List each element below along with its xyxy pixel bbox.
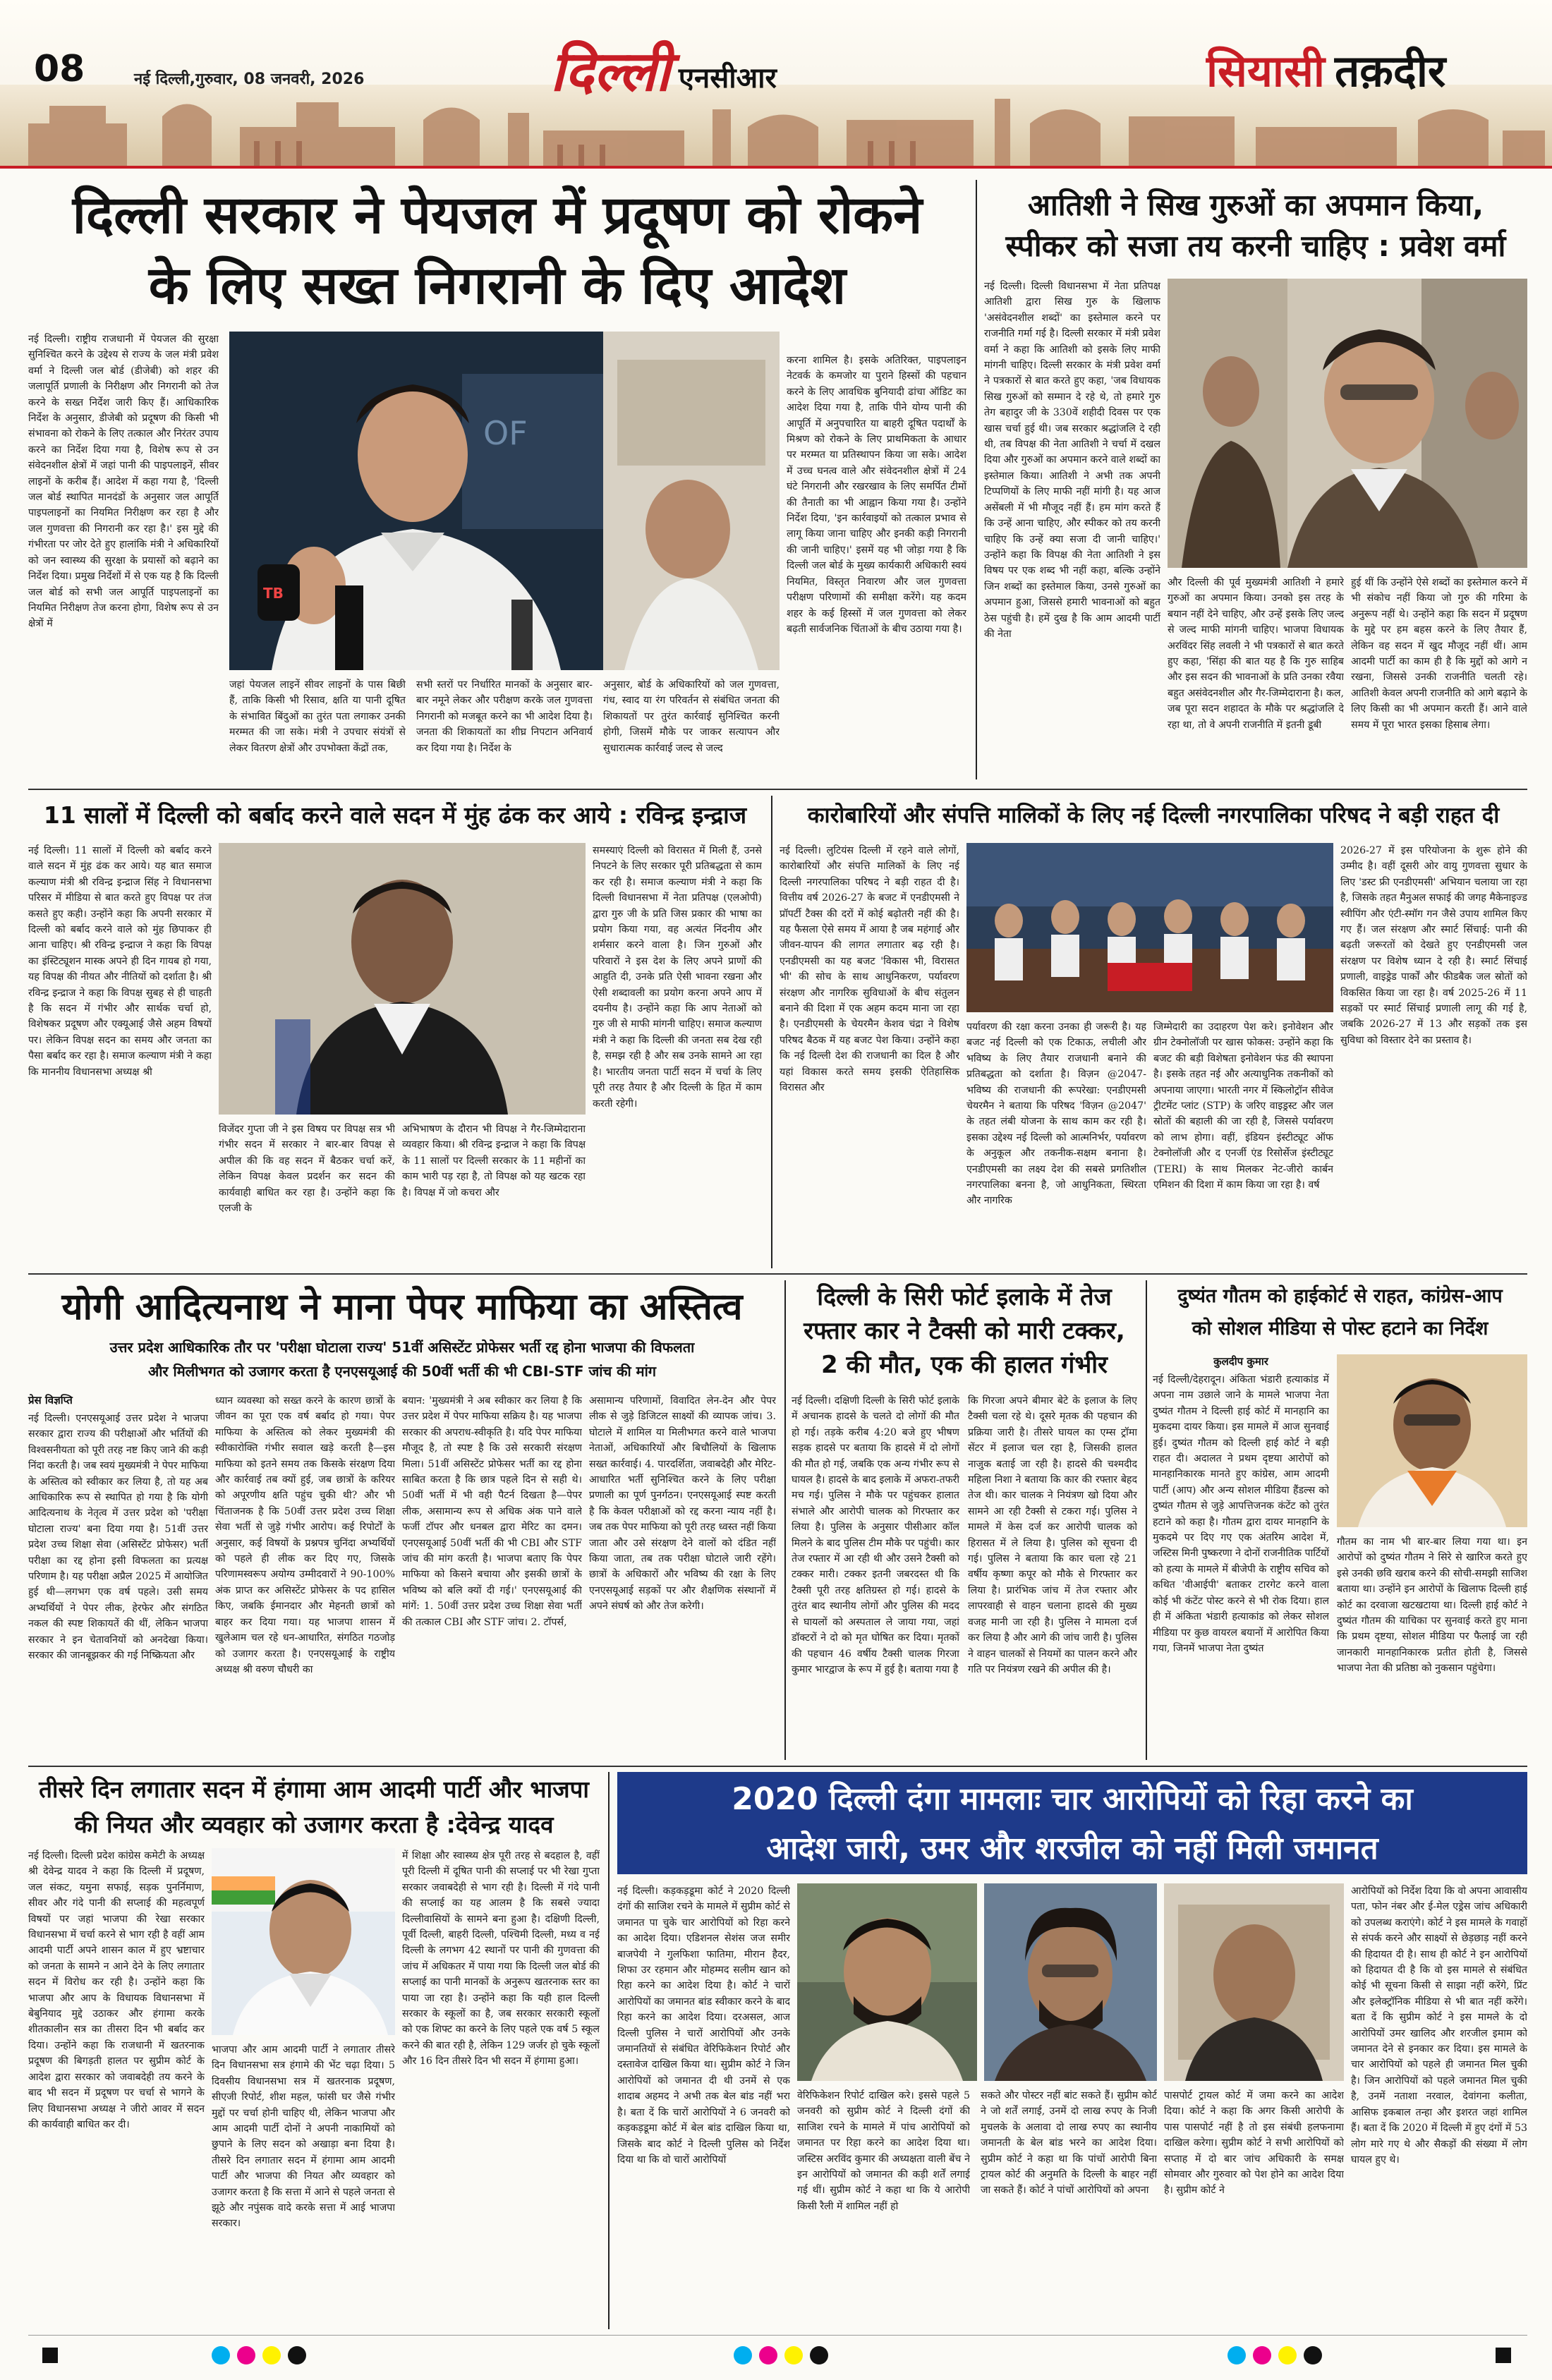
registration-dot-yellow bbox=[262, 2346, 281, 2364]
water-article-column-4: अनुसार, बोर्ड के अधिकारियों को जल गुणवत्ता, गंध, स्वाद या रंग परिवर्तन से संबंधित जनता की शिकायतों पर तुरंत कार्रवाई सुनिश्चित करनी होगी, जिसमें मौके पर जाकर सत्यापन और सुधारात्मक कार्रवाई जल्द से जल्द bbox=[603, 679, 780, 754]
yogi-article-column-3: बयान: 'मुख्यमंत्री ने अब स्वीकार कर लिया है कि उत्तर प्रदेश में पेपर माफिया सक्रिय है। यह भाजपा सरकार की अपराध-स्वीकृति है। यदि पेपर माफिया मौजूद है, तो स्पष्ट है कि उसे सरकारी संरक्षण मिला। 51वीं असिस्टेंट प्रोफेसर भर्ती का रद्द होना साबित करता है कि छात्र पहले दिन से सही थे। 50वीं भर्ती में भी वही पैटर्न दिखता है—पेपर लीक, असामान्य रूप से अधिक अंक पाने वाले फर्जी टॉपर और धनबल द्वारा मेरिट का दमन। एनएसयूआई 50वीं भर्ती की भी CBI और STF जांच की मांग करती है। भाजपा बताए कि पेपर माफिया को किसने बचाया और इसकी छात्रों के भविष्य को बलि क्यों दी गई।' एनएसयूआई की मांगें: 1. 50वीं उत्तर प्रदेश उच्च शिक्षा सेवा भर्ती की तत्काल CBI और STF जांच। 2. टॉपर्स, bbox=[402, 1395, 582, 1628]
masthead-divider bbox=[0, 166, 1552, 169]
atishi-article-column-1: नई दिल्ली। दिल्ली विधानसभा में नेता प्रतिपक्ष आतिशी द्वारा सिख गुरु के खिलाफ 'असंवेदनशील शब्दों' का इस्तेमाल करने पर राजनीति गर्मा गई है। दिल्ली सरकार में मंत्री प्रवेश वर्मा ने कहा कि आतिशी को इसके लिए माफी मांगनी चाहिए। दिल्ली सरकार के मंत्री प्रवेश वर्मा ने पत्रकारों से बात करते हुए कहा, 'जब विधायक सिख गुरुओं को सम्मान दे रहे थे, तो हमारे गुरु तेग बहादुर जी के 330वें शहीदी दिवस पर एक खास चर्चा हुई थी। जब सरकार श्रद्धांजलि दे रही थी, तब विपक्ष की नेता आतिशी ने चर्चा में दखल दिया और गुरुओं का अपमान करने वाले शब्दों का इस्तेमाल किया। आतिशी ने अभी तक अपनी टिप्पणियों के लिए माफी नहीं मांगी है। यह आज असेंबली में भी मौजूद नहीं हैं। हम मांग करते हैं कि उन्हें आना चाहिए, और स्पीकर को तय करनी चाहिए कि उन्हें क्या सजा दी जानी चाहिए।' उन्होंने कहा कि विपक्ष की नेता आतिशी ने इस विषय पर एक शब्द भी नहीं कहा, बल्कि उन्होंने जिन शब्दों का इस्तेमाल किया, उनसे गुरुओं का अपमान हुआ, जिससे हमारी भावनाओं को बहुत ठेस पहुंची है। हमें दुख है कि आम आदमी पार्टी की नेता bbox=[984, 281, 1160, 640]
yadav-article-column-2: भाजपा और आम आदमी पार्टी ने लगातार तीसरे दिन विधानसभा सत्र हंगामे की भेंट चढ़ा दिया। 5 दिवसीय विधानसभा सत्र में खतरनाक प्रदूषण, सीएजी रिपोर्ट, शीश महल, फांसी घर जैसे गंभीर मुद्दों पर चर्चा होनी चाहिए थी, लेकिन भाजपा और आम आदमी पार्टी दोनों ने अपनी नाकामियों को छुपाने के लिए सदन को अखाड़ा बना दिया है। तीसरे दिन लगातार सदन में हंगामा आम आदमी पार्टी और भाजपा की नियत और व्यवहार को उजागर करता है कि सत्ता में आने से पहले जनता से झूठे और नपुंसक वादे करके सत्ता में आई भाजपा सरकार। bbox=[212, 2044, 395, 2230]
inderaj-article-photo bbox=[219, 843, 586, 1115]
yogi-deck-line-1: उत्तर प्रदेश आधिकारिक तौर पर 'परीक्षा घोटाला राज्य' 51वीं असिस्टेंट प्रोफेसर भर्ती रद्द होना भाजपा की विफलता bbox=[109, 1339, 695, 1356]
sirifort-article-column-1: नई दिल्ली। दक्षिणी दिल्ली के सिरी फोर्ट इलाके में अचानक हादसे के चलते दो लोगों की मौत हो गई। तड़के करीब 4:20 बजे हुए भीषण सड़क हादसे पर बताया कि हादसे में दो लोगों की मौत हो गई, जबकि एक अन्य गंभीर रूप से घायल है। हादसे के बाद इलाके में अफरा-तफरी मच गई। पुलिस ने मौके पर पहुंचकर हालात संभाले और आरोपी चालक को गिरफ्तार कर लिया है। पुलिस के अनुसार पीसीआर कॉल मिलने के बाद पुलिस टीम मौके पर पहुंची। कार तेज रफ्तार में आ रही थी और उसने टैक्सी को टक्कर मारी। टक्कर इतनी जबरदस्त थी कि टैक्सी पूरी तरह क्षतिग्रस्त हो गई। हादसे के तुरंत बाद स्थानीय लोगों और पुलिस की मदद से घायलों को अस्पताल ले जाया गया, जहां डॉक्टरों ने दो को मृत घोषित कर दिया। मृतकों की पहचान 46 वर्षीय टैक्सी चालक गिरजा कुमार भारद्वाज के रूप में हुई है। बताया गया है bbox=[792, 1395, 959, 1675]
dushyant-byline: कुलदीप कुमार bbox=[1213, 1355, 1268, 1368]
registration-dot-black bbox=[288, 2346, 306, 2364]
inderaj-article-column-1: नई दिल्ली। 11 सालों में दिल्ली को बर्बाद करने वाले सदन में मुंह ढंक कर आये। यह बात समाज कल्याण मंत्री श्री रविन्द्र इन्द्राज सिंह ने विधानसभा परिसर में मीडिया से बात करते हुए विपक्ष पर तंज कसते हुए कही। उन्होंने कहा कि अपनी सरकार में दिल्ली को बर्बाद करने वाले को मुंह छिपाकर ही आना चाहिए। श्री रविन्द्र इन्द्राज ने कहा कि विपक्ष का इंस्टिट्यूशन मास्क अपने ही दिन गायब हो गया, यह विपक्ष की नीयत और नीतियों को दर्शाता है। श्री रविन्द्र इन्द्राज ने कहा कि विपक्ष सुबह से ही चाहती है कि सदन में गंभीर और सार्थक चर्चा हो, विशेषकर प्रदूषण और एक्यूआई जैसे अहम विषयों पर। लेकिन विपक्ष सदन का समय और जनता का पैसा बर्बाद कर रहा है। समाज कल्याण मंत्री ने कहा कि माननीय विधानसभा अध्यक्ष श्री bbox=[28, 845, 212, 1078]
riots-article-photo-sharjeel bbox=[984, 1883, 1157, 2081]
section-title-part-1: सियासी bbox=[1206, 45, 1325, 97]
section-title bbox=[1206, 47, 1445, 96]
water-article-column-5: करना शामिल है। इसके अतिरिक्त, पाइपलाइन नेटवर्क के कमजोर या पुराने हिस्सों की पहचान करने के लिए आवधिक बुनियादी ढांचा ऑडिट का आदेश दिया गया है, ताकि पीने योग्य पानी की आपूर्ति में अनुपचारित या बाहरी दूषित पदार्थों के मिश्रण को रोकने के लिए प्राथमिकता के आधार पर मरम्मत या प्रतिस्थापन किया जा सके। आदेश में उच्च घनत्व वाले और संवेदनशील क्षेत्रों में 24 घंटे निगरानी और रखरखाव के लिए समर्पित टीमों की तैनाती का भी आह्वान किया गया है। उन्होंने निर्देश दिया, 'इन कार्रवाइयों को तत्काल प्रभाव से लागू किया जाना चाहिए और इनकी कड़ी निगरानी की जानी चाहिए।' इसमें यह भी जोड़ा गया है कि दिल्ली जल बोर्ड के मुख्य कार्यकारी अधिकारी स्वयं नियमित, विस्तृत निवारण और जल गुणवत्ता परीक्षण परिणामों की समीक्षा करेंगे। यह कदम शहर के कई हिस्सों में जल गुणवत्ता को लेकर बढ़ती सार्वजनिक चिंताओं के बीच उठाया गया है। bbox=[787, 355, 966, 635]
yadav-headline-line-2: की नियत और व्यवहार को उजागर करता है :देवेन्द्र यादव bbox=[74, 1811, 554, 1838]
column-divider bbox=[771, 796, 772, 1268]
brand-sub: एनसीआर bbox=[678, 62, 777, 95]
yadav-headline-line-1: तीसरे दिन लगातार सदन में हंगामा आम आदमी पार्टी और भाजपा bbox=[39, 1775, 589, 1803]
water-headline-line-2: के लिए सख्त निगरानी के दिए आदेश bbox=[148, 255, 847, 316]
section-divider bbox=[28, 1273, 1527, 1275]
registration-marks bbox=[0, 2343, 1552, 2372]
atishi-article-column-2: और दिल्ली की पूर्व मुख्यमंत्री आतिशी ने हमारे गुरुओं का अपमान किया। उनको इस तरह के बयान नहीं देने चाहिए, और उन्हें इसके लिए जल्द से जल्द माफी मांगनी चाहिए। भाजपा विधायक अरविंदर सिंह लवली ने भी पत्रकारों से बात करते हुए कहा, 'सिंहा की बात यह है कि गुरु साहिब और इस सदन की भावनाओं के प्रति उनका रवैया बहुत असंवेदनशील और गैर-जिम्मेदाराना है। कल, जब पूरा सदन शहादत के मौके पर श्रद्धांजलि दे रहा था, तो वे अपनी राजनीति में इतनी डूबी bbox=[1168, 577, 1344, 731]
water-article-photo-2 bbox=[603, 332, 780, 670]
riots-article-column-2: वेरिफिकेशन रिपोर्ट दाखिल करे। इससे पहले 5 जनवरी को सुप्रीम कोर्ट ने दिल्ली दंगों की साजिश रचने के मामले में पांच आरोपियों को जमानत पर रिहा करने का आदेश दिया था। जस्टिस अरविंद कुमार की अध्यक्षता वाली बेंच ने इन आरोपियों को जमानत की कड़ी शर्तें लगाई गई थीं। सुप्रीम कोर्ट ने कहा था कि ये आरोपी किसी रैली में शामिल नहीं हो bbox=[797, 2090, 970, 2212]
dushyant-headline-line-1: दुष्यंत गौतम को हाईकोर्ट से राहत, कांग्रेस-आप bbox=[1177, 1285, 1503, 1307]
date-line: नई दिल्ली,गुरुवार, 08 जनवरी, 2026 bbox=[134, 71, 365, 88]
atishi-article-column-3: हुई थीं कि उन्होंने ऐसे शब्दों का इस्तेमाल करने में भी संकोच नहीं किया जो गुरु की गरिमा के अनुरूप नहीं थे। उन्होंने कहा कि सदन में प्रदूषण के मुद्दे पर हम बहस करने के लिए तैयार हैं, लेकिन वह सदन में खुद मौजूद नहीं थीं। आम आदमी पार्टी का काम ही है कि मुद्दों को आगे न रखना, जिससे उनकी राजनीति चलती रहे। आतिशी केवल अपनी राजनीति को आगे बढ़ाने के लिए किसी का भी अपमान करती हैं। आने वाले समय में पूरा भारत इसका हिसाब लेगा। bbox=[1351, 577, 1527, 731]
riots-headline-band bbox=[617, 1772, 1527, 1874]
riots-article-column-4: पासपोर्ट ट्रायल कोर्ट में जमा करने का आदेश दिया। कोर्ट ने कहा कि अगर किसी आरोपी के पास पासपोर्ट नहीं है तो इस संबंधी हलफनामा दाखिल करेगा। सुप्रीम कोर्ट ने सभी आरोपियों को सप्ताह में दो बार जांच अधिकारी के समक्ष सोमवार और गुरुवार को पेश होने का आदेश दिया है। सुप्रीम कोर्ट ने bbox=[1164, 2090, 1344, 2197]
registration-dot-magenta bbox=[237, 2346, 255, 2364]
inderaj-article-column-3: अभिभाषण के दौरान भी विपक्ष ने गैर-जिम्मेदाराना व्यवहार किया। श्री रविन्द्र इन्द्राज ने कहा कि विपक्ष के 11 सालों पर दिल्ली सरकार के 11 महीनों का काम भारी पड़ रहा है, तो विपक्ष को यह खटक रहा है। विपक्ष में जो कचरा और bbox=[402, 1124, 586, 1198]
sirifort-headline-line-3: 2 की मौत, एक की हालत गंभीर bbox=[821, 1351, 1108, 1379]
registration-dot-cyan bbox=[734, 2346, 752, 2364]
water-article-column-1: नई दिल्ली। राष्ट्रीय राजधानी में पेयजल की सुरक्षा सुनिश्चित करने के उद्देश्य से राज्य के जल मंत्री प्रवेश वर्मा ने दिल्ली जल बोर्ड (डीजेबी) को शहर की जलापूर्ति प्रणाली के निरीक्षण और निगरानी को तेज करने के सख्त निर्देश जारी किए हैं। आधिकारिक निर्देश के अनुसार, डीजेबी को प्रदूषण की किसी भी संभावना को रोकने के लिए तत्काल और निरंतर उपाय करने का निर्देश दिया गया है, विशेष रूप से उन संवेदनशील क्षेत्रों में जहां पानी की पाइपलाइनें, सीवर लाइनों के करीब हैं। आदेश में कहा गया है, 'दिल्ली जल बोर्ड स्थापित मानदंडों के अनुसार जल आपूर्ति पाइपलाइनों का नियमित निरीक्षण कर रहा है और जल गुणवत्ता की निगरानी कर रहा है।' इस मुद्दे की गंभीरता पर जोर देते हुए हालांकि मंत्री ने अधिकारियों को जन स्वास्थ्य की सुरक्षा के प्रयासों को बढ़ाने का निर्देश दिया। प्रमुख निर्देशों में से एक यह है कि दिल्ली जल बोर्ड को सभी जल आपूर्ति पाइपलाइनों का नियमित निरीक्षण तेज करना होगा, विशेष रूप से उन क्षेत्रों में bbox=[28, 334, 219, 630]
ndmc-article-headline: कारोबारियों और संपत्ति मालिकों के लिए नई दिल्ली नगरपालिका परिषद ने बड़ी राहत दी bbox=[807, 803, 1500, 828]
registration-dot-black bbox=[1304, 2346, 1322, 2364]
atishi-article-photo bbox=[1168, 279, 1527, 568]
registration-dot-yellow bbox=[784, 2346, 803, 2364]
brand-main: दिल्ली bbox=[550, 40, 670, 104]
dushyant-article-headline bbox=[1153, 1280, 1527, 1345]
sirifort-article-headline bbox=[792, 1280, 1137, 1382]
sirifort-article-column-2: कि गिरजा अपने बीमार बेटे के इलाज के लिए टैक्सी चला रहे थे। दूसरे मृतक की पहचान की प्रक्रिया जारी है। तीसरे घायल का एम्स ट्रॉमा सेंटर में इलाज चल रहा है, जिसकी हालत नाजुक बताई जा रही है। हादसे की चश्मदीद महिला निशा ने बताया कि कार की रफ्तार बेहद तेज थी। कार चालक ने नियंत्रण खो दिया और सामने आ रही टैक्सी से टकरा गई। पुलिस ने मामले में केस दर्ज कर आरोपी चालक को हिरासत में ले लिया है। पुलिस को सूचना दी गई। पुलिस ने बताया कि कार चला रहे 21 वर्षीय कृष्णा कपूर को मौके से गिरफ्तार कर लिया है। प्रारंभिक जांच में तेज रफ्तार और लापरवाही से वाहन चलाना हादसे की मुख्य वजह मानी जा रही है। पुलिस ने मामला दर्ज कर लिया है और आगे की जांच जारी है। पुलिस ने वाहन चालकों से नियमों का पालन करने और गति पर नियंत्रण रखने की अपील की है। bbox=[968, 1395, 1137, 1675]
yogi-byline: प्रेस विज्ञप्ति bbox=[28, 1394, 73, 1407]
water-article-headline bbox=[28, 180, 966, 321]
ndmc-article-column-1: नई दिल्ली। लुटियंस दिल्ली में रहने वाले लोगों, कारोबारियों और संपत्ति मालिकों के लिए नई दिल्ली नगरपालिका परिषद ने बड़ी राहत दी है। वित्तीय वर्ष 2026-27 के बजट में एनडीएमसी ने प्रॉपर्टी टैक्स की दरों में कोई बढ़ोतरी नहीं की है। यह फैसला ऐसे समय में आया है जब महंगाई और जीवन-यापन की लागत लगातार बढ़ रही है। एनडीएमसी का यह बजट 'विकास भी, विरासत भी' की सोच के साथ आधुनिकरण, पर्यावरण संरक्षण और नागरिक सुविधाओं के बीच संतुलन बनाने की दिशा में एक अहम कदम माना जा रहा है। एनडीएमसी के चेयरमैन केशव चंद्रा ने विशेष परिषद बैठक में यह बजट पेश किया। उन्होंने कहा कि नई दिल्ली देश की राजधानी का दिल है और यहां विकास करते समय इसकी ऐतिहासिक विरासत और bbox=[780, 845, 959, 1094]
yogi-article-column-2: ध्यान व्यवस्था को सख्त करने के कारण छात्रों के जीवन का पूरा एक वर्ष बर्बाद हो गया। पेपर माफिया के अस्तित्व को लेकर मुख्यमंत्री की स्वीकारोक्ति गंभीर सवाल खड़े करती है—इस माफिया को इतने समय तक किसके संरक्षण दिया और कार्रवाई तब क्यों हुई, जब छात्रों के करियर को अपूरणीय क्षति पहुंच चुकी थी? और भी चिंताजनक है कि 50वीं उत्तर प्रदेश उच्च शिक्षा सेवा भर्ती से जुड़े गंभीर आरोप। कई रिपोर्टों के अनुसार, कई विषयों के प्रश्नपत्र चुनिंदा अभ्यर्थियों को पहले ही लीक कर दिए गए, जिसके परिणामस्वरूप अयोग्य उम्मीदवारों ने 90-100% अंक प्राप्त कर असिस्टेंट प्रोफेसर के पद हासिल किए, जबकि ईमानदार और मेहनती छात्रों को बाहर कर दिया गया। यह भाजपा शासन में खुलेआम चल रहे धन-आधारित, संगठित गठजोड़ को उजागर करता है। एनएसयूआई के राष्ट्रीय अध्यक्ष श्री वरुण चौधरी का bbox=[215, 1395, 395, 1675]
inderaj-article-column-4: समस्याएं दिल्ली को विरासत में मिली हैं, उनसे निपटने के लिए सरकार पूरी प्रतिबद्धता से काम कर रही है। समाज कल्याण मंत्री ने कहा कि दिल्ली विधानसभा में नेता प्रतिपक्ष (एलओपी) द्वारा गुरु जी के प्रति जिस प्रकार की भाषा का प्रयोग किया गया, वह अत्यंत निंदनीय और शर्मसार करने वाला है। जिन गुरुओं और परिवारों ने इस देश के लिए अपने प्राणों की आहुति दी, उनके प्रति ऐसी भावना रखना और ऐसी शब्दावली का प्रयोग करना अपने आप में दयनीय है। उन्होंने कहा कि आप नेताओं को गुरु जी से माफी मांगनी चाहिए। समाज कल्याण मंत्री ने कहा कि दिल्ली की जनता सब देख रही है, समझ रही है और सब उनके सामने आ रहा है। भारतीय जनता पार्टी सदन में चर्चा के लिए पूरी तरह तैयार है और दिल्ली के हित में काम करती रहेगी। bbox=[593, 845, 762, 1110]
column-divider bbox=[1146, 1280, 1147, 1760]
inderaj-article-column-2: विजेंदर गुप्ता जी ने इस विषय पर विपक्ष सत्र भी गंभीर सदन में सरकार ने बार-बार विपक्ष से अपील की कि वह सदन में बैठकर चर्चा करें, लेकिन विपक्ष केवल प्रदर्शन कर सदन की कार्यवाही बाधित कर रहा है। उन्होंने कहा कि एलजी के bbox=[219, 1124, 395, 1215]
ndmc-article-column-3: जिम्मेदारी का उदाहरण पेश करे। इनोवेशन और ग्रीन टेक्नोलॉजी पर खास फोकस: उन्होंने कहा कि बजट की बड़ी विशेषता इनोवेशन फंड की स्थापना है। इसके तहत नई और अत्याधुनिक तकनीकों को अपनाया जाएगा। भारती नगर में स्किलोट्रॉन सीवेज ट्रीटमेंट प्लांट (STP) के जरिए वाइड्रस्ट और जल स्रोतों की बहाली की जा रही है, जिससे पर्यावरण को लाभ होगा। वहीं, इंडियन इंस्टीट्यूट ऑफ टेक्नोलॉजी और द एनर्जी एंड रिसोर्सेज इंस्टीट्यूट (TERI) के साथ मिलकर नेट-जीरो कार्बन एमिशन की दिशा में काम किया जा रहा है। वर्ष bbox=[1153, 1021, 1333, 1191]
water-article-column-3: सभी स्तरों पर निर्धारित मानकों के अनुसार बार-बार नमूने लेकर और परीक्षण करके जल गुणवत्ता निगरानी को मजबूत करने का भी आदेश दिया है। जनता की शिकायतों का शीघ्र निपटान अनिवार्य कर दिया गया है। निर्देश के bbox=[416, 679, 593, 754]
inderaj-article-headline: 11 सालों में दिल्ली को बर्बाद करने वाले सदन में मुंह ढंक कर आये : रविन्द्र इन्द्राज bbox=[43, 801, 747, 829]
footer-divider bbox=[28, 2335, 1527, 2336]
column-divider bbox=[784, 1280, 786, 1760]
riots-headline-line-2: आदेश जारी, उमर और शरजील को नहीं मिली जमानत bbox=[766, 1830, 1378, 1866]
yadav-article-column-3: में शिक्षा और स्वास्थ्य क्षेत्र पूरी तरह से बदहाल है, वहीं पूरी दिल्ली में दूषित पानी की सप्लाई पर भी रेखा गुप्ता सरकार जवाबदेही से भाग रही है। दिल्ली में गंदे पानी की सप्लाई का यह आलम है कि सबसे ज्यादा दिल्लीवासियों के सामने बना हुआ है। दक्षिणी दिल्ली, पूर्वी दिल्ली, बाहरी दिल्ली, पश्चिमी दिल्ली, मध्य व नई दिल्ली के लगभग 42 स्थानों पर पानी की गुणवत्ता की जांच में अधिकतर में पाया गया कि दिल्ली जल बोर्ड की सप्लाई का पानी मानकों के अनुरूप खतरनाक स्तर का पाया जा रहा है। उन्होंने कहा कि यही हाल दिल्ली सरकार के स्कूलों का है, जब सरकार सरकारी स्कूलों को एक शिफ्ट का करने के लिए पहले एक वर्ष 5 स्कूल करने की बात रही है, लेकिन 129 जर्जर हो चुके स्कूलों और 16 दिन तीसरे दिन भी सदन में हंगामा हुआ। bbox=[402, 1850, 600, 2068]
yogi-article-column-1: नई दिल्ली। एनएसयूआई उत्तर प्रदेश ने भाजपा सरकार द्वारा राज्य की परीक्षाओं और भर्तियों की विश्वसनीयता को पूरी तरह नष्ट किए जाने की कड़ी निंदा करती है। जब स्वयं मुख्यमंत्री ने पेपर माफिया के अस्तित्व को स्वीकार कर लिया है, तो यह अब आधिकारिक रूप से स्थापित हो गया है कि योगी आदित्यनाथ के नेतृत्व में उत्तर प्रदेश को 'परीक्षा घोटाला राज्य' बना दिया गया है। 51वीं उत्तर प्रदेश उच्च शिक्षा सेवा (असिस्टेंट प्रोफेसर) भर्ती परीक्षा का रद्द होना इसी विफलता का प्रत्यक्ष परिणाम है। यह परीक्षा अप्रैल 2025 में आयोजित हुई थी—लगभग एक वर्ष पहले। उसी समय अभ्यर्थियों ने पेपर लीक, हेरफेर और संगठित नकल की स्पष्ट शिकायतें की थीं, लेकिन भाजपा सरकार ने इन चेतावनियों को अनदेखा किया। सरकार की जानबूझकर की गई निष्क्रियता और bbox=[28, 1413, 208, 1662]
dushyant-article-column-1: नई दिल्ली/देहरादून। अंकिता भंडारी हत्याकांड में अपना नाम उछाले जाने के मामले भाजपा नेता दुष्यंत गौतम ने दिल्ली हाई कोर्ट में मानहानि का मुकदमा दायर किया। इस मामले में आज सुनवाई हुई। दुष्यंत गौतम को दिल्ली हाई कोर्ट ने बड़ी राहत दी। अदालत ने प्रथम दृष्टया आरोपों को मानहानिकारक मानते हुए कांग्रेस, आम आदमी पार्टी (आप) और अन्य सोशल मीडिया हैंडल्स को दुष्यंत गौतम से जुड़े आपत्तिजनक कंटेंट को तुरंत हटाने को कहा है। गौतम द्वारा दायर मानहानि के मुकदमे पर दिए गए एक अंतरिम आदेश में, जस्टिस मिनी पुष्करणा ने दोनों राजनीतिक पार्टियों को हत्या के मामले में बीजेपी के राष्ट्रीय सचिव को कथित 'वीआईपी' बताकर टारगेट करने वाला कोई भी कंटेंट पोस्ट करने से भी रोक दिया। हाल ही में अंकिता भंडारी हत्याकांड को लेकर सोशल मीडिया पर कुछ वायरल बयानों में आरोपित किया गया, जिनमें भाजपा नेता दुष्यंत bbox=[1153, 1374, 1329, 1654]
atishi-headline-line-1: आतिशी ने सिख गुरुओं का अपमान किया, bbox=[1027, 188, 1484, 222]
water-article-photo bbox=[229, 332, 603, 670]
registration-dot-black bbox=[810, 2346, 828, 2364]
atishi-article-headline bbox=[984, 185, 1527, 267]
water-article-column-2: जहां पेयजल लाइनें सीवर लाइनों के पास बिछी हैं, ताकि किसी भी रिसाव, क्षति या पानी दूषित के संभावित बिंदुओं का तुरंत पता लगाकर उनकी मरम्मत की जा सके। मंत्री ने उपचार संयंत्रों से लेकर वितरण क्षेत्रों और उपभोक्ता केंद्रों तक, bbox=[229, 679, 406, 754]
sirifort-headline-line-1: दिल्ली के सिरी फोर्ट इलाके में तेज bbox=[817, 1283, 1112, 1311]
svg-text:TB: TB bbox=[263, 585, 284, 602]
riots-article-column-5: आरोपियों को निर्देश दिया कि वो अपना आवासीय पता, फोन नंबर और ई-मेल एड्रेस जांच अधिकारी को उपलब्ध कराएंगे। कोर्ट ने इस मामले के गवाहों से संपर्क करने और साक्ष्यों से छेड़छाड़ नहीं करने की हिदायत दी है। साथ ही कोर्ट ने इन आरोपियों को हिदायत दी है कि वो इस मामले से संबंधित कोई भी सूचना किसी से साझा नहीं करेंगे, प्रिंट और इलेक्ट्रॉनिक मीडिया से भी बात नहीं करेंगे। बता दें कि सुप्रीम कोर्ट ने इस मामले के दो आरोपियों उमर खालिद और शरजील इमाम को जमानत देने से इनकार कर दिया। इस मामले के चार आरोपियों को पहले ही जमानत मिल चुकी है। जिन आरोपियों को पहले जमानत मिल चुकी है, उनमें नताशा नरवाल, देवांगना कलीता, आसिफ इकबाल तन्हा और इशरत जहां शामिल हैं। बता दें कि 2020 में दिल्ली में हुए दंगों में 53 लोग मारे गए थे और सैकड़ों की संख्या में लोग घायल हुए थे। bbox=[1351, 1886, 1527, 2166]
column-divider bbox=[608, 1772, 610, 2329]
sirifort-headline-line-2: रफ्तार कार ने टैक्सी को मारी टक्कर, bbox=[804, 1317, 1125, 1345]
dushyant-article-column-2: गौतम का नाम भी बार-बार लिया गया था। इन आरोपों को दुष्यंत गौतम ने सिरे से खारिज करते हुए इसे उनकी छवि खराब करने की सोची-समझी साजिश बताया था। उन्होंने इन आरोपों के खिलाफ दिल्ली हाई कोर्ट का दरवाजा खटखटाया था। दिल्ली हाई कोर्ट ने दुष्यंत गौतम की याचिका पर सुनवाई करते हुए माना कि प्रथम दृष्टया, सोशल मीडिया पर फैलाई जा रही जानकारी मानहानिकारक प्रतीत होती है, जिससे भाजपा नेता की प्रतिष्ठा को नुकसान पहुंचेगा। bbox=[1337, 1536, 1527, 1675]
masthead bbox=[0, 0, 1552, 166]
yogi-article-column-4: असामान्य परिणामों, विवादित लेन-देन और पेपर लीक से जुड़े डिजिटल साक्ष्यों की व्यापक जांच। 3. घोटाले में शामिल या मिलीभगत करने वाले भाजपा नेताओं, अधिकारियों और बिचौलियों के खिलाफ सख्त कार्रवाई। 4. पारदर्शिता, जवाबदेही और मेरिट-आधारित भर्ती सुनिश्चित करने के लिए परीक्षा प्रणाली का पूर्ण पुनर्गठन। एनएसयूआई स्पष्ट करती है कि केवल परीक्षाओं को रद्द करना न्याय नहीं है। जब तक पेपर माफिया को पूरी तरह ध्वस्त नहीं किया जाता और उसे संरक्षण देने वालों को दंडित नहीं किया जाता, तब तक परीक्षा घोटाले जारी रहेंगे। छात्रों के अधिकारों और भविष्य की रक्षा के लिए एनएसयूआई सड़कों पर और शैक्षणिक संस्थानों में अपने संघर्ष को और तेज करेगी। bbox=[589, 1395, 776, 1613]
registration-square-black bbox=[1496, 2348, 1511, 2363]
riots-article-column-1: नई दिल्ली। कड़कड़डूमा कोर्ट ने 2020 दिल्ली दंगों की साजिश रचने के मामले में सुप्रीम कोर्ट से जमानत पा चुके चार आरोपियों को रिहा करने का आदेश दिया। एडिशनल सेशंस जज समीर बाजपेयी ने गुलफिशा फातिमा, मीरान हैदर, शिफा उर रहमान और मोहम्मद सलीम खान को रिहा करने का आदेश दिया है। कोर्ट ने चारों आरोपियों का जमानत बांड स्वीकार करने के बाद रिहा करने का आदेश दिया। दरअसल, आज दिल्ली पुलिस ने चारों आरोपियों और उनके जमानतियों से संबंधित वेरिफिकेशन रिपोर्ट और दस्तावेज दाखिल किया था। सुप्रीम कोर्ट ने जिन आरोपियों को जमानत दी थी उनमें से एक शादाब अहमद ने अभी तक बेल बांड नहीं भरा है। बता दें कि चारों आरोपियों ने 6 जनवरी को कड़कड़डूमा कोर्ट में बेल बांड दाखिल किया था, जिसके बाद कोर्ट ने दिल्ली पुलिस को निर्देश दिया था कि वो चारों आरोपियों bbox=[617, 1886, 790, 2166]
ndmc-article-column-2: पर्यावरण की रक्षा करना उनका ही जरूरी है। यह बजट नई दिल्ली को एक टिकाऊ, लचीली और भविष्य के लिए तैयार राजधानी बनाने की प्रतिबद्धता को दर्शाता है। विज़न @2047- भविष्य की राजधानी की रूपरेखा: एनडीएमसी चेयरमैन ने बताया कि परिषद 'विज़न @2047' के तहत लंबी योजना के साथ काम कर रही है। इसका उद्देश्य नई दिल्ली को आत्मनिर्भर, पर्यावरण के अनुकूल और तकनीक-सक्षम बनाना है। एनडीएमसी का लक्ष्य देश की सबसे प्रगतिशील नगरपालिका बनना है, जो आधुनिकता, स्थिरता और नागरिक bbox=[966, 1021, 1146, 1207]
dushyant-article-photo bbox=[1337, 1354, 1527, 1527]
column-divider bbox=[976, 180, 977, 779]
riots-article-photo-umar bbox=[797, 1883, 977, 2081]
section-divider bbox=[28, 789, 1527, 790]
riots-headline-line-1: 2020 दिल्ली दंगा मामलाः चार आरोपियों को रिहा करने का bbox=[732, 1781, 1413, 1817]
water-headline-line-1: दिल्ली सरकार ने पेयजल में प्रदूषण को रोकने bbox=[72, 185, 923, 245]
section-divider bbox=[28, 1766, 1527, 1767]
yogi-deck-line-2: और मिलीभगत को उजागर करता है एनएसयूआई की 50वीं भर्ती की भी CBI-STF जांच की मांग bbox=[147, 1363, 657, 1380]
atishi-headline-line-2: स्पीकर को सजा तय करनी चाहिए : प्रवेश वर्मा bbox=[1005, 229, 1506, 263]
ndmc-article-photo bbox=[966, 843, 1333, 1012]
riots-article-photo-3 bbox=[1164, 1883, 1344, 2081]
registration-dot-yellow bbox=[1278, 2346, 1297, 2364]
ndmc-article-column-4: 2026-27 में इस परियोजना के शुरू होने की उम्मीद है। वहीं दूसरी ओर वायु गुणवत्ता सुधार के लिए 'डस्ट फ्री एनडीएमसी' अभियान चलाया जा रहा है, जिसके तहत मैनुअल सफाई की जगह मैकेनाइज्ड स्वीपिंग और एंटी-स्मॉग गन जैसे उपाय शामिल किए गए हैं। जल संरक्षण और स्मार्ट सिंचाई: पानी की बढ़ती जरूरतों को देखते हुए एनडीएमसी जल संरक्षण पर विशेष ध्यान दे रही है। स्मार्ट सिंचाई प्रणाली, वाइड्रेड पार्कों और फीडबैक जल स्रोतों को विकसित किया जा रहा है। वर्ष 2025-26 में 11 सड़कों पर स्मार्ट सिंचाई प्रणाली लागू की गई है, जबकि 2026-27 में 13 और सड़कों तक इस सुविधा को विस्तार देने का प्रस्ताव है। bbox=[1340, 845, 1527, 1046]
yadav-article-photo bbox=[212, 1848, 395, 2035]
registration-square-black bbox=[42, 2348, 58, 2363]
riots-article-column-3: सकते और पोस्टर नहीं बांट सकते हैं। सुप्रीम कोर्ट ने जो शर्तें लगाई, उनमें दो लाख रुपए के निजी मुचलके के अलावा दो लाख रुपए का स्थानीय जमानती के बेल बांड भरने का आदेश दिया। सुप्रीम कोर्ट ने कहा था कि पांचों आरोपी बिना ट्रायल कोर्ट की अनुमति के दिल्ली के बाहर नहीं जा सकते हैं। कोर्ट ने पांचों आरोपियों को अपना bbox=[981, 2090, 1157, 2197]
section-title-part-2: तक़दीर bbox=[1334, 45, 1446, 97]
svg-text:OF: OF bbox=[483, 414, 528, 452]
page-number: 08 bbox=[34, 48, 85, 90]
yadav-article-headline bbox=[28, 1772, 600, 1842]
registration-dot-cyan bbox=[1227, 2346, 1246, 2364]
registration-dot-cyan bbox=[212, 2346, 230, 2364]
registration-dot-magenta bbox=[1253, 2346, 1271, 2364]
registration-dot-magenta bbox=[759, 2346, 777, 2364]
dushyant-headline-line-2: को सोशल मीडिया से पोस्ट हटाने का निर्देश bbox=[1192, 1318, 1489, 1340]
brand-logo bbox=[550, 40, 777, 104]
yogi-article-headline: योगी आदित्यनाथ ने माना पेपर माफिया का अस्तित्व bbox=[61, 1286, 743, 1328]
yadav-article-column-1: नई दिल्ली। दिल्ली प्रदेश कांग्रेस कमेटी के अध्यक्ष श्री देवेन्द्र यादव ने कहा कि दिल्ली में प्रदूषण, जल संकट, यमुना सफाई, सड़क पुनर्निमाण, सीवर और गंदे पानी की सप्लाई की महत्वपूर्ण विषयों पर जहां भाजपा की रेखा सरकार विधानसभा में चर्चा करने से भाग रही है वहीं आम आदमी पार्टी अपने शासन काल में हुए भ्रष्टाचार को जनता के सामने न आने देने के लिए लगातार सदन में विरोध कर रही है। उन्होंने कहा कि भाजपा और आप के विधायक विधानसभा में बेबुनियाद मुद्दे उठाकर और हंगामा करके शीतकालीन सत्र का तीसरा दिन भी बर्बाद कर दिया। उन्होंने कहा कि राजधानी में खतरनाक प्रदूषण की बिगड़ती हालत पर सुप्रीम कोर्ट के आदेश द्वारा सरकार को जवाबदेही तय करने के बाद भी सदन में प्रदूषण पर चर्चा से भागने के लिए विधानसभा अध्यक्ष ने जीरो आवर में सदन की कार्यवाही बाधित कर दी। bbox=[28, 1850, 205, 2130]
